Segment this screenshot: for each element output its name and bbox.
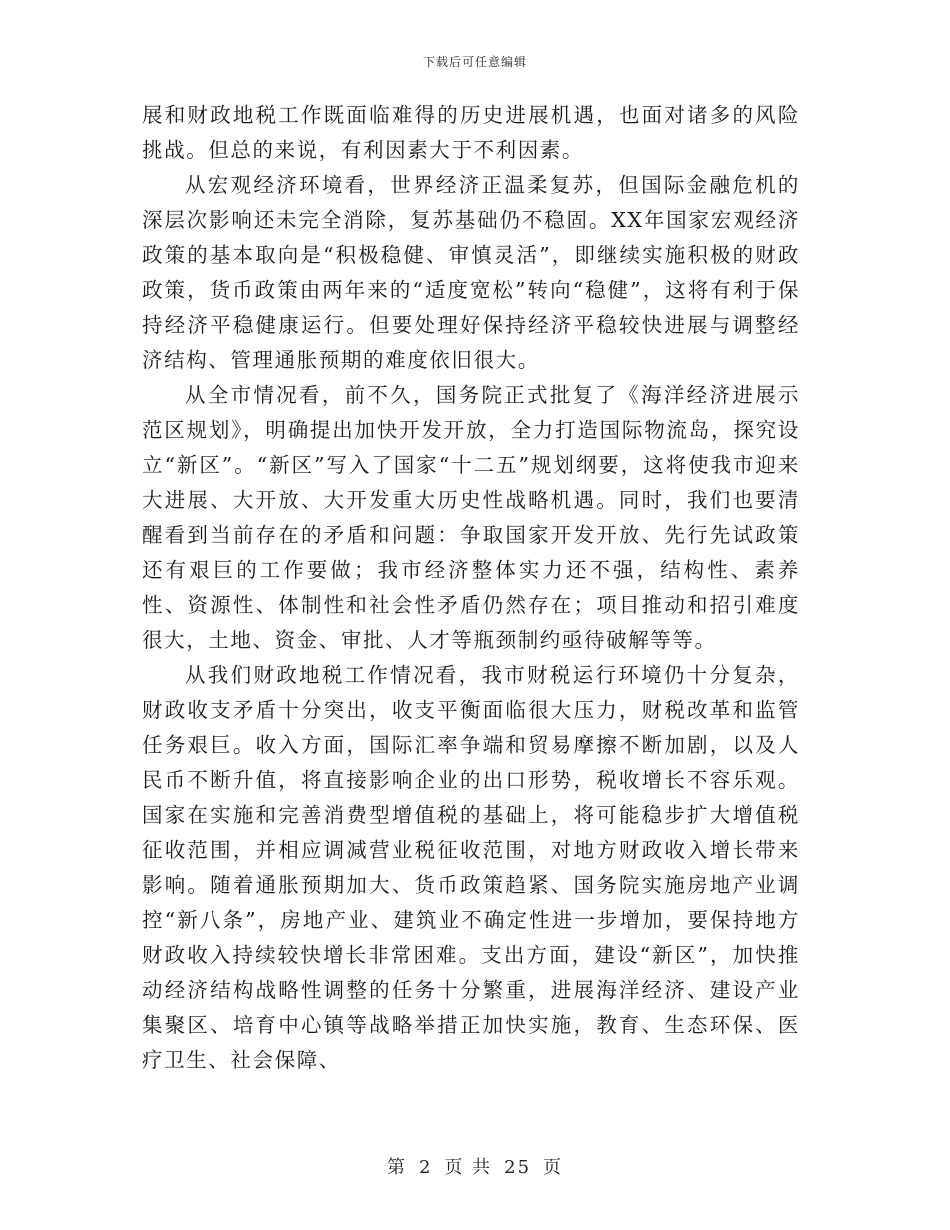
document-body — [142, 98, 800, 1078]
footer-suffix: 页 — [543, 1157, 564, 1178]
total-page-count: 25 — [504, 1157, 532, 1178]
footer-middle: 页 共 — [444, 1157, 493, 1178]
paragraph-macro-economy: 从宏观经济环境看，世界经济正温柔复苏，但国际金融危机的深层次影响还未完全消除，复苏基础仍不稳固。XX年国家宏观经济政策的基本取向是“积极稳健、审慎灵活”，即继续实施积极的财政政策，货币政策由两年来的“适度宽松”转向“稳健”，这将有利于保持经济平稳健康运行。但要处理好保持经济平稳较快进展与调整经济结构、管理通胀预期的难度依旧很大。 — [142, 173, 800, 372]
footer-prefix: 第 — [386, 1157, 407, 1178]
page-number-footer — [0, 1153, 950, 1179]
paragraph-city-situation: 从全市情况看，前不久，国务院正式批复了《海洋经济进展示范区规划》，明确提出加快开发开放，全力打造国际物流岛，探究设立“新区”。“新区”写入了国家“十二五”规划纲要，这将使我市迎来大进展、大开放、大开发重大历史性战略机遇。同时，我们也要清醒看到当前存在的矛盾和问题：争取国家开发开放、先行先试政策还有艰巨的工作要做；我市经济整体实力还不强，结构性、素养性、资源性、体制性和社会性矛盾仍然存在；项目推动和招引难度很大，土地、资金、审批、人才等瓶颈制约亟待破解等等。 — [142, 383, 800, 652]
page-header: 下载后可任意编辑 — [422, 55, 527, 69]
paragraph-continued: 展和财政地税工作既面临难得的历史进展机遇，也面对诸多的风险挑战。但总的来说，有利因素大于不利因素。 — [142, 103, 800, 162]
current-page-number: 2 — [418, 1157, 433, 1178]
paragraph-fiscal-tax-work: 从我们财政地税工作情况看，我市财税运行环境仍十分复杂，财政收支矛盾十分突出，收支平衡面临很大压力，财税改革和监管任务艰巨。收入方面，国际汇率争端和贸易摩擦不断加剧，以及人民币不断升值，将直接影响企业的出口形势，税收增长不容乐观。国家在实施和完善消费型增值税的基础上，将可能稳步扩大增值税征收范围，并相应调减营业税征收范围，对地方财政收入增长带来影响。随着通胀预期加大、货币政策趋紧、国务院实施房地产业调控“新八条”，房地产业、建筑业不确定性进一步增加，要保持地方财政收入持续较快增长非常困难。支出方面，建设“新区”，加快推动经济结构战略性调整的任务十分繁重，进展海洋经济、建设产业集聚区、培育中心镇等战略举措正加快实施，教育、生态环保、医疗卫生、社会保障、 — [142, 663, 800, 1072]
